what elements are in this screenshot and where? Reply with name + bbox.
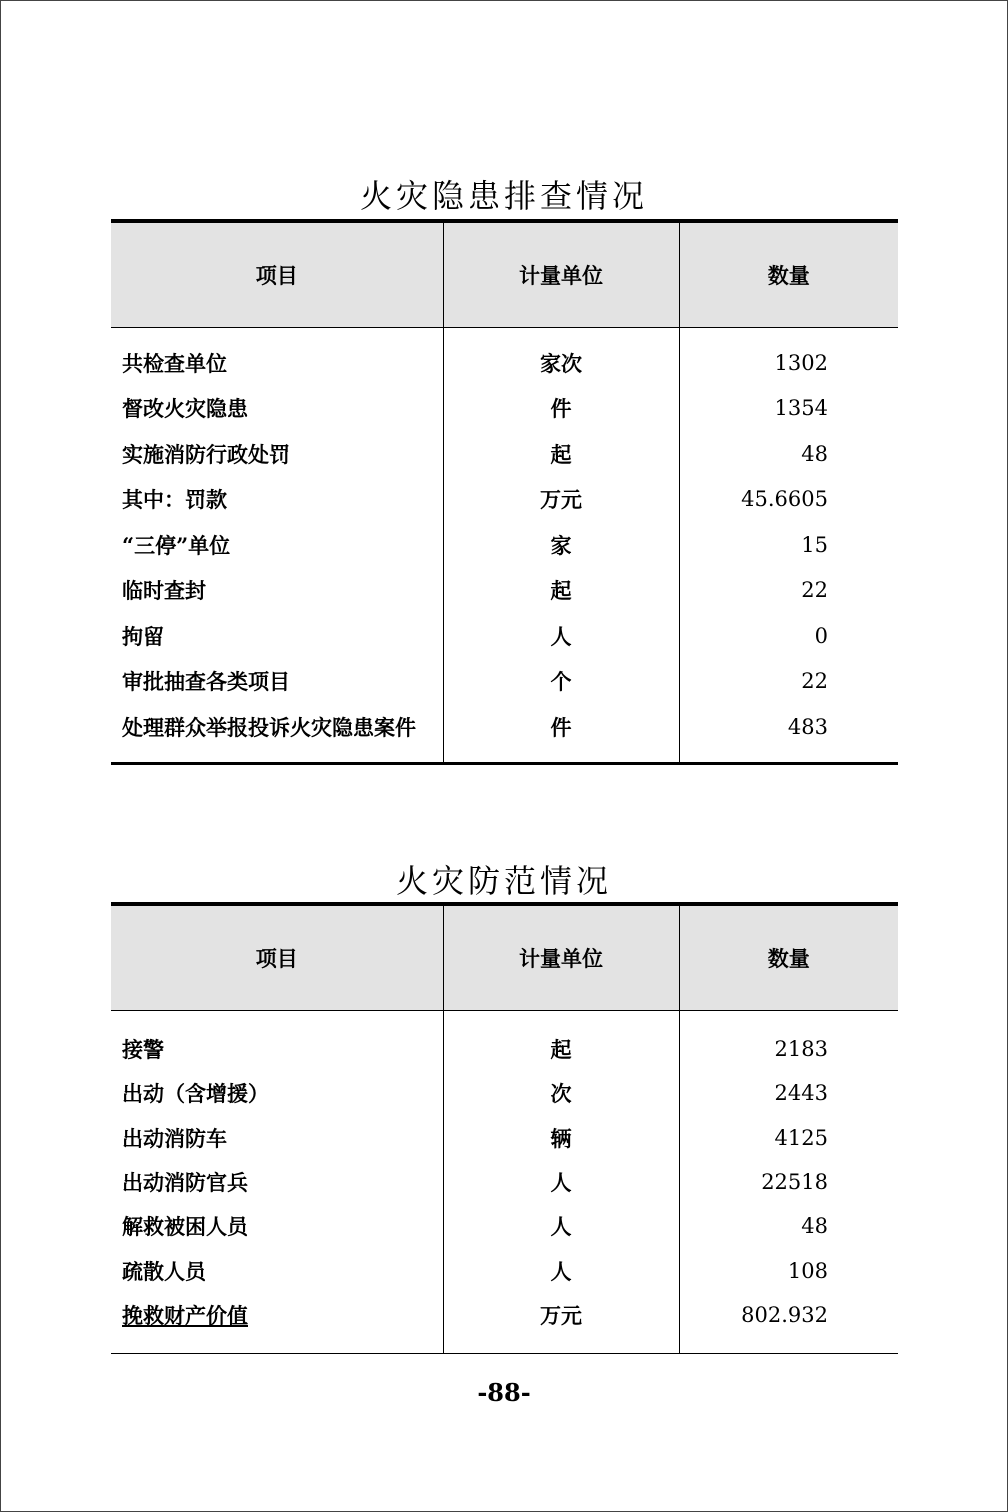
- table-row: [111, 1011, 898, 1072]
- table-row: [111, 1071, 898, 1115]
- row-unit: 万元: [443, 1293, 679, 1354]
- row-quantity: 15: [679, 522, 898, 568]
- row-quantity: 48: [679, 1204, 898, 1248]
- table-row: [111, 568, 898, 614]
- table-row: [111, 522, 898, 568]
- row-unit: 家: [443, 522, 679, 568]
- row-item: 出动（含增援）: [122, 1081, 269, 1107]
- table-row: [111, 659, 898, 705]
- row-item: 解救被困人员: [122, 1214, 248, 1240]
- header-item: 项目: [111, 904, 443, 1011]
- row-unit: 人: [443, 1248, 679, 1292]
- row-quantity: 483: [679, 704, 898, 763]
- row-quantity: 2183: [679, 1011, 898, 1072]
- table-row: [111, 613, 898, 659]
- table-row: [111, 386, 898, 432]
- table-row: [111, 1293, 898, 1354]
- table-row: [111, 1160, 898, 1204]
- row-unit: 起: [443, 568, 679, 614]
- table-row: [111, 1116, 898, 1160]
- header-quantity: 数量: [679, 221, 898, 328]
- section-title-fire-prevention: 火灾防范情况: [395, 862, 612, 901]
- row-quantity: 48: [679, 431, 898, 477]
- header-unit: 计量单位: [443, 221, 679, 328]
- row-item: 实施消防行政处罚: [122, 441, 290, 467]
- row-unit: 起: [443, 1011, 679, 1072]
- fire-hazard-inspection-table: [111, 219, 898, 765]
- row-item: 出动消防官兵: [122, 1170, 248, 1196]
- row-item: 督改火灾隐患: [122, 396, 248, 422]
- table-header-row: [111, 221, 898, 328]
- row-quantity: 1354: [679, 386, 898, 432]
- row-quantity: 1302: [679, 328, 898, 386]
- row-quantity: 0: [679, 613, 898, 659]
- table-row: [111, 1204, 898, 1248]
- table-header-row: [111, 904, 898, 1011]
- row-unit: 辆: [443, 1116, 679, 1160]
- row-item: 其中：罚款: [122, 487, 227, 513]
- row-item: 临时查封: [122, 578, 206, 604]
- row-unit: 人: [443, 1204, 679, 1248]
- row-item: 审批抽查各类项目: [122, 669, 290, 695]
- section-title-fire-hazard-inspection: 火灾隐患排查情况: [359, 177, 648, 216]
- row-quantity: 22: [679, 659, 898, 705]
- row-quantity: 22518: [679, 1160, 898, 1204]
- fire-prevention-table: [111, 902, 898, 1354]
- row-item: 出动消防车: [122, 1125, 227, 1151]
- row-unit: 万元: [443, 477, 679, 523]
- row-item: 共检查单位: [122, 350, 227, 376]
- row-item: 处理群众举报投诉火灾隐患案件: [122, 714, 416, 740]
- row-item: 拘留: [122, 623, 164, 649]
- row-unit: 家次: [443, 328, 679, 386]
- table-row: [111, 704, 898, 763]
- row-quantity: 45.6605: [679, 477, 898, 523]
- row-unit: 起: [443, 431, 679, 477]
- row-quantity: 4125: [679, 1116, 898, 1160]
- header-unit: 计量单位: [443, 904, 679, 1011]
- row-unit: 人: [443, 1160, 679, 1204]
- table-row: [111, 477, 898, 523]
- page-number: -88-: [477, 1378, 531, 1407]
- row-quantity: 108: [679, 1248, 898, 1292]
- table-row: [111, 431, 898, 477]
- row-item: “三停”单位: [122, 532, 231, 558]
- row-unit: 个: [443, 659, 679, 705]
- row-unit: 件: [443, 386, 679, 432]
- header-quantity: 数量: [679, 904, 898, 1011]
- table-row: [111, 1248, 898, 1292]
- row-quantity: 2443: [679, 1071, 898, 1115]
- row-quantity: 802.932: [679, 1293, 898, 1354]
- row-unit: 次: [443, 1071, 679, 1115]
- row-item: 疏散人员: [122, 1258, 206, 1284]
- row-quantity: 22: [679, 568, 898, 614]
- row-item: 接警: [122, 1037, 164, 1063]
- row-unit: 件: [443, 704, 679, 763]
- row-item: 挽救财产价值: [122, 1302, 248, 1328]
- header-item: 项目: [111, 221, 443, 328]
- table-row: [111, 328, 898, 386]
- row-unit: 人: [443, 613, 679, 659]
